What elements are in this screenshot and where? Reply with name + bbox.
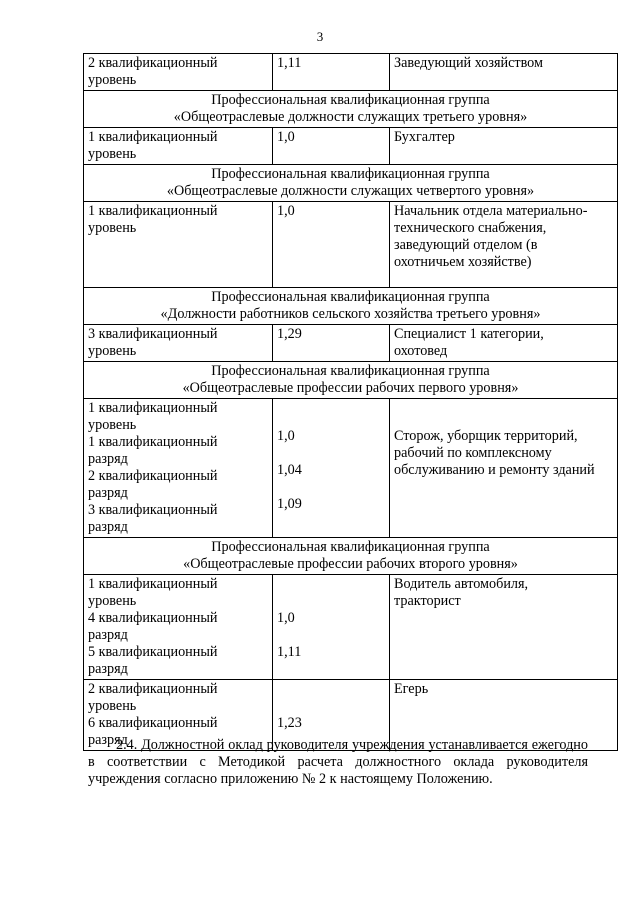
coefficient-cell: 1,29 — [273, 325, 390, 362]
group-header-cell — [84, 538, 618, 575]
position-cell — [390, 575, 618, 680]
level-line: уровень — [88, 72, 137, 88]
group-header-row — [84, 91, 618, 128]
position-line: Водитель автомобиля, — [394, 576, 529, 592]
level-line: уровень — [88, 220, 137, 236]
level-line: разряд — [88, 732, 128, 748]
table-row — [84, 325, 618, 362]
table-row — [84, 128, 618, 165]
position-cell: Егерь — [390, 680, 618, 751]
coefficient-cell: 1,11 — [273, 54, 390, 91]
level-line: уровень — [88, 343, 137, 359]
qualification-level-cell — [84, 575, 273, 680]
table-row — [84, 399, 618, 538]
group-header-row — [84, 288, 618, 325]
group-header-row — [84, 538, 618, 575]
position-line: обслуживанию и ремонту зданий — [394, 462, 595, 478]
group-header-row — [84, 362, 618, 399]
group-name: «Общеотраслевые профессии рабочих первого уровня» — [182, 380, 519, 396]
group-header-cell — [84, 165, 618, 202]
group-name: «Общеотраслевые должности служащих четвертого уровня» — [166, 183, 535, 199]
level-line: 3 квалификационный — [88, 326, 218, 342]
group-title: Профессиональная квалификационная группа — [211, 166, 490, 182]
salary-coefficients-table — [83, 53, 618, 751]
position-cell — [390, 325, 618, 362]
position-line: тракторист — [394, 593, 461, 609]
group-header-row — [84, 165, 618, 202]
level-line: разряд — [88, 451, 128, 467]
level-line: 1 квалификационный — [88, 400, 218, 416]
group-header-cell — [84, 362, 618, 399]
level-line: 3 квалификационный — [88, 502, 218, 518]
level-line: 4 квалификационный — [88, 610, 218, 626]
level-line: 6 квалификационный — [88, 715, 218, 731]
position-line: охотничьем хозяйстве) — [394, 254, 532, 270]
position-line: рабочий по комплексному — [394, 445, 552, 461]
group-header-cell — [84, 91, 618, 128]
table-row — [84, 54, 618, 91]
position-line: Специалист 1 категории, — [394, 326, 544, 342]
level-line: уровень — [88, 593, 137, 609]
group-title: Профессиональная квалификационная группа — [211, 363, 490, 379]
position-line: Сторож, уборщик территорий, — [394, 428, 578, 444]
position-cell — [390, 202, 618, 288]
page-number: 3 — [316, 29, 324, 44]
level-line: 2 квалификационный — [88, 681, 218, 697]
level-line: уровень — [88, 698, 137, 714]
coefficient-value: 1,0 — [277, 610, 295, 626]
position-line: технического снабжения, — [394, 220, 547, 236]
level-line: 1 квалификационный — [88, 576, 218, 592]
group-name: «Общеотраслевые должности служащих третьего уровня» — [173, 109, 528, 125]
group-name: «Общеотраслевые профессии рабочих второго уровня» — [183, 556, 518, 572]
level-line: 2 квалификационный — [88, 55, 218, 71]
position-cell: Бухгалтер — [390, 128, 618, 165]
level-line: разряд — [88, 485, 128, 501]
table-row — [84, 575, 618, 680]
coefficient-value: 1,23 — [277, 715, 302, 731]
position-line: охотовед — [394, 343, 448, 359]
qualification-level-cell — [84, 202, 273, 288]
level-line: уровень — [88, 417, 137, 433]
level-line: разряд — [88, 519, 128, 535]
position-cell — [390, 399, 618, 538]
table-row — [84, 202, 618, 288]
coefficient-cell: 1,0 — [273, 128, 390, 165]
qualification-level-cell — [84, 325, 273, 362]
coefficient-cell: 1,0 — [273, 202, 390, 288]
level-line: разряд — [88, 627, 128, 643]
coefficient-cell — [273, 575, 390, 680]
level-line: 5 квалификационный — [88, 644, 218, 660]
level-line: уровень — [88, 146, 137, 162]
coefficient-cell — [273, 399, 390, 538]
qualification-level-cell — [84, 128, 273, 165]
level-line: 1 квалификационный — [88, 434, 218, 450]
level-line: 1 квалификационный — [88, 129, 218, 145]
group-header-cell — [84, 288, 618, 325]
position-line: Начальник отдела материально- — [394, 203, 588, 219]
group-title: Профессиональная квалификационная группа — [211, 92, 490, 108]
qualification-level-cell — [84, 54, 273, 91]
group-name: «Должности работников сельского хозяйства третьего уровня» — [160, 306, 541, 322]
coefficient-value: 1,09 — [277, 496, 302, 512]
level-line: разряд — [88, 661, 128, 677]
group-title: Профессиональная квалификационная группа — [211, 289, 490, 305]
level-line: 1 квалификационный — [88, 203, 218, 219]
closing-paragraph — [88, 737, 588, 788]
group-title: Профессиональная квалификационная группа — [211, 539, 490, 555]
coefficient-value: 1,0 — [277, 428, 295, 444]
position-cell: Заведующий хозяйством — [390, 54, 618, 91]
coefficient-value: 1,04 — [277, 462, 302, 478]
qualification-level-cell — [84, 399, 273, 538]
position-line: заведующий отделом (в — [394, 237, 538, 253]
level-line: 2 квалификационный — [88, 468, 218, 484]
closing-paragraph-text: 2.4. Должностной оклад руководителя учреждения устанавливается ежегодно в соответствии с Методикой расчета должностного оклада руководителя учреждения согласно приложению № 2 к настоящему Положению. — [88, 737, 588, 787]
coefficient-value: 1,11 — [277, 644, 302, 660]
